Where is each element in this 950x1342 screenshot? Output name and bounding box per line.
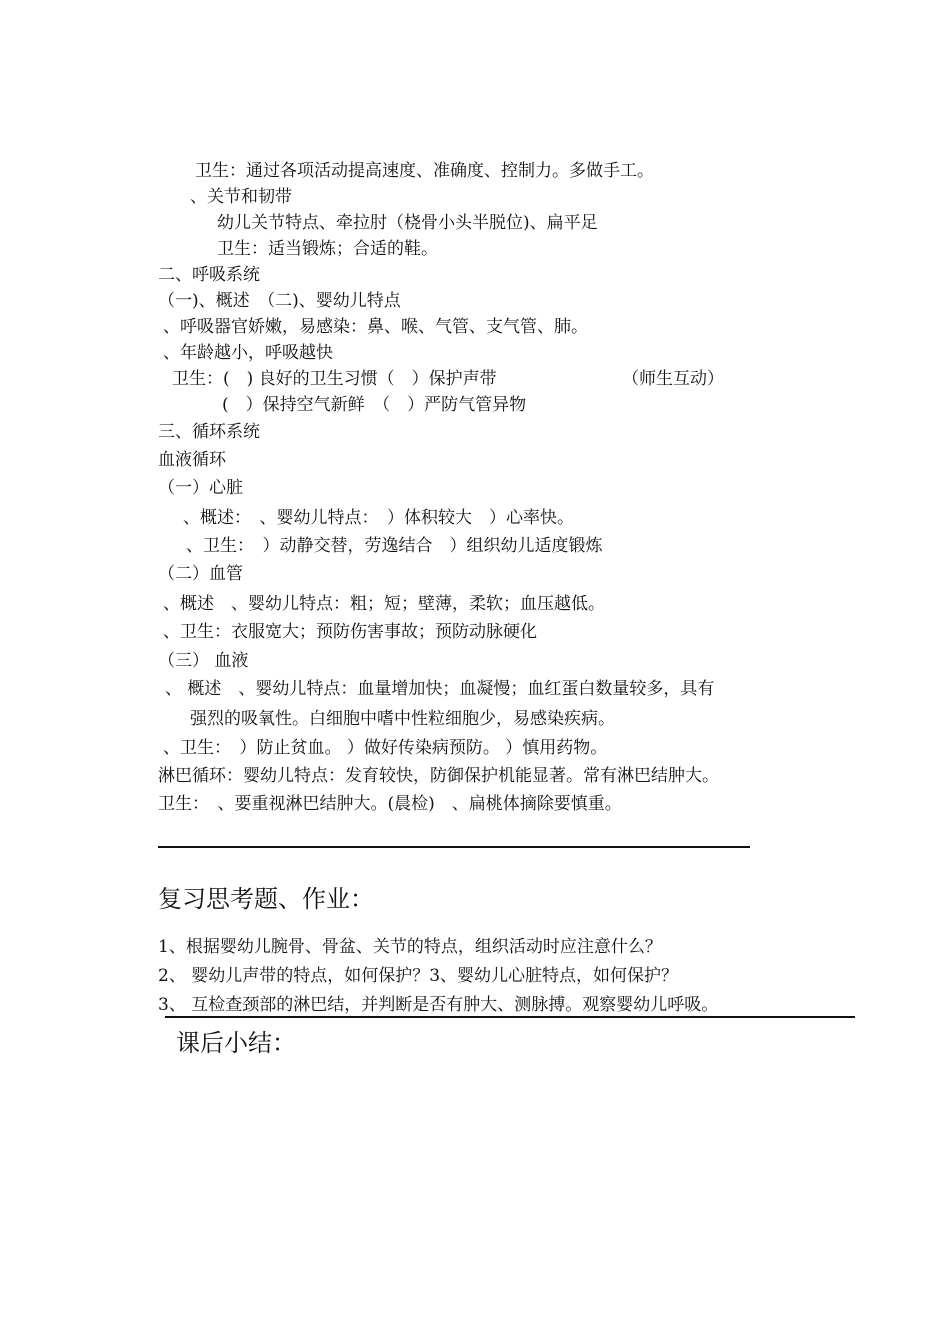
respiratory-point-1: 、呼吸器官娇嫩，易感染：鼻、喉、气管、支气管、肺。 bbox=[163, 317, 588, 337]
lymph-line-1: 淋巴循环：婴幼儿特点：发育较快，防御保护机能显著。常有淋巴结肿大。 bbox=[158, 766, 719, 786]
joints-heading: 、关节和韧带 bbox=[190, 187, 292, 207]
respiratory-hygiene-1: 卫生：( ) 良好的卫生习惯（ ）保护声带 bbox=[172, 369, 497, 389]
vessel-heading: （二）血管 bbox=[158, 564, 243, 584]
lymph-line-2: 卫生： 、要重视淋巴结肿大。(晨检) 、扁桃体摘除要慎重。 bbox=[158, 794, 622, 814]
respiratory-subheadings: （一)、概述 （二)、婴幼儿特点 bbox=[158, 291, 401, 311]
circulatory-heading: 三、循环系统 bbox=[158, 422, 260, 442]
section-divider bbox=[158, 846, 750, 848]
heart-line-2: 、卫生： ）动静交替，劳逸结合 ）组织幼儿适度锻炼 bbox=[186, 536, 603, 556]
respiratory-heading: 二、呼吸系统 bbox=[158, 265, 260, 285]
review-question-2: 2、 婴幼儿声带的特点，如何保护？3、婴幼儿心脏特点，如何保护？ bbox=[158, 966, 679, 986]
blood-circulation-heading: 血液循环 bbox=[158, 450, 226, 470]
teacher-student-interaction-note: （师生互动） bbox=[622, 369, 724, 389]
blood-line-1: 、 概述 、婴幼儿特点：血量增加快；血凝慢；血红蛋白数量较多，具有 bbox=[165, 679, 715, 699]
respiratory-point-2: 、年龄越小，呼吸越快 bbox=[163, 343, 333, 363]
summary-heading: 课后小结： bbox=[176, 1029, 296, 1057]
blood-line-2: 强烈的吸氧性。白细胞中嗜中性粒细胞少，易感染疾病。 bbox=[190, 709, 615, 729]
vessel-line-2: 、卫生：衣服宽大；预防伤害事故；预防动脉硬化 bbox=[163, 622, 537, 642]
review-question-1: 1、根据婴幼儿腕骨、骨盆、关节的特点，组织活动时应注意什么？ bbox=[158, 937, 662, 957]
review-underline bbox=[165, 1016, 855, 1018]
vessel-line-1: 、概述 、婴幼儿特点：粗；短；壁薄，柔软；血压越低。 bbox=[163, 594, 605, 614]
joints-hygiene-line: 卫生：适当锻炼；合适的鞋。 bbox=[217, 239, 438, 259]
respiratory-hygiene-2: ( ）保持空气新鲜 （ ）严防气管异物 bbox=[222, 395, 527, 415]
review-question-3: 3、 互检查颈部的淋巴结，并判断是否有肿大、测脉搏。观察婴幼儿呼吸。 bbox=[158, 995, 719, 1015]
hygiene-line: 卫生：通过各项活动提高速度、准确度、控制力。多做手工。 bbox=[195, 161, 654, 181]
blood-heading: （三） 血液 bbox=[158, 651, 249, 671]
heart-heading: （一）心脏 bbox=[158, 478, 243, 498]
joints-line: 幼儿关节特点、牵拉肘（桡骨小头半脱位)、扁平足 bbox=[217, 213, 598, 233]
blood-line-3: 、卫生： ）防止贫血。 ）做好传染病预防。 ）慎用药物。 bbox=[163, 738, 608, 758]
heart-line-1: 、概述： 、婴幼儿特点： ）体积较大 ）心率快。 bbox=[183, 508, 574, 528]
review-heading: 复习思考题、作业： bbox=[158, 885, 374, 913]
